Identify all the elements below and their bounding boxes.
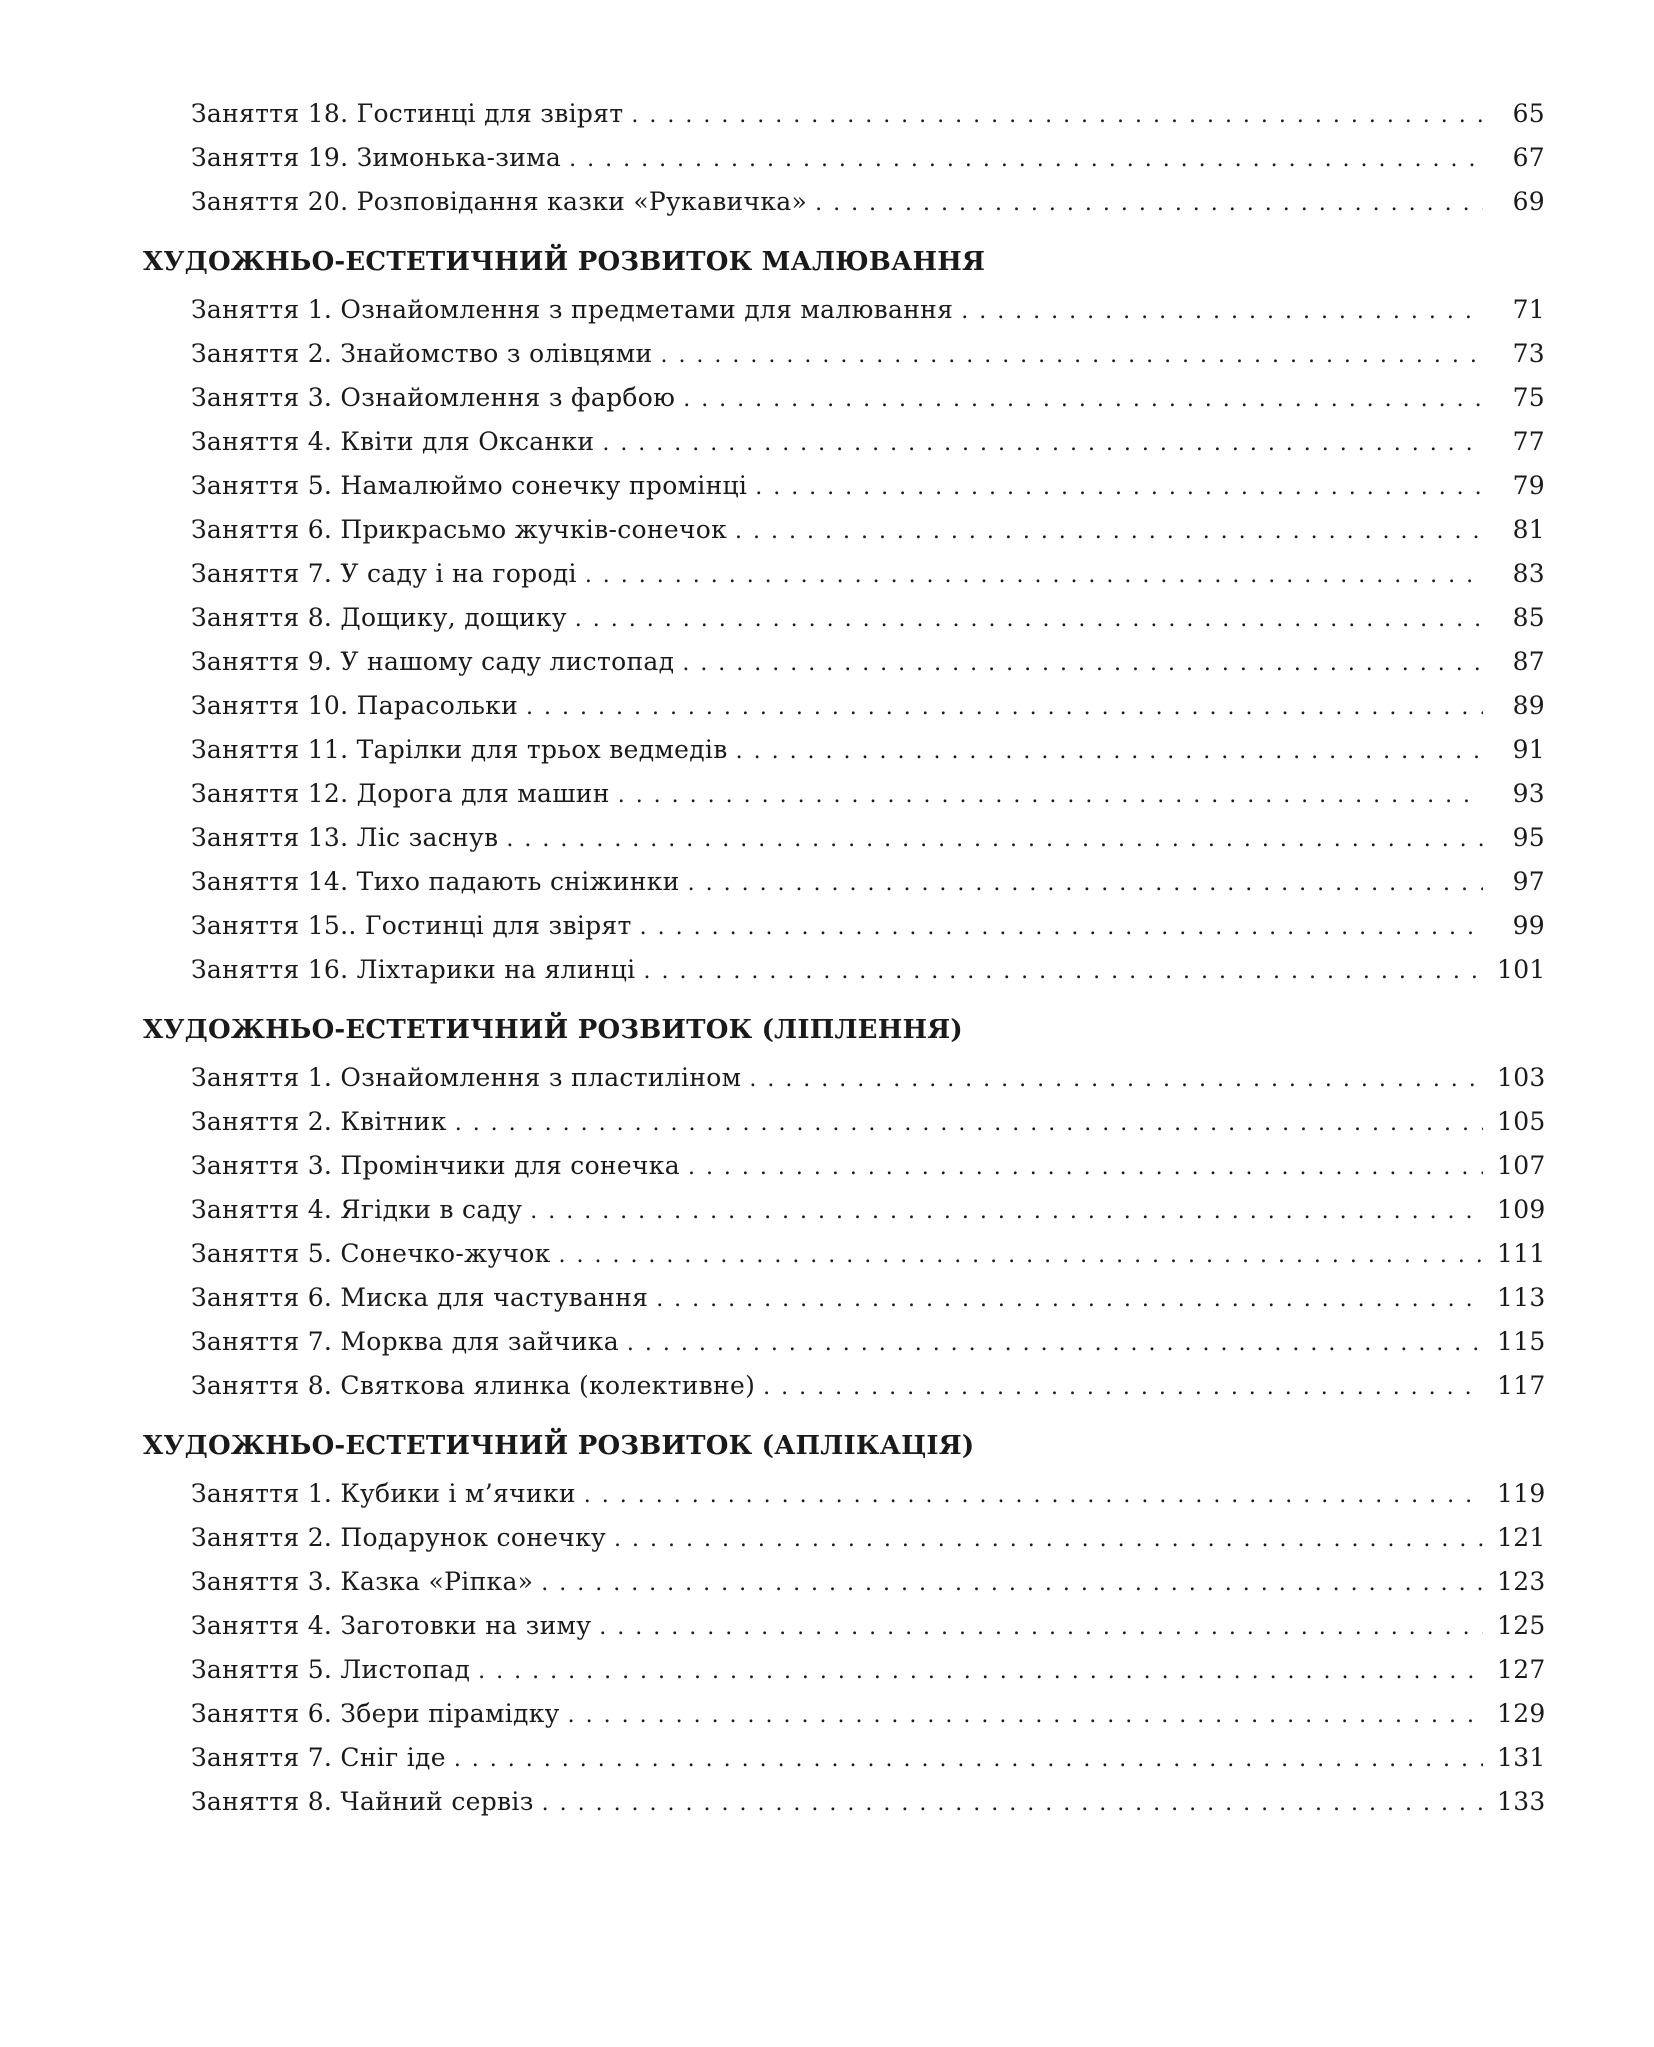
dot-leader — [763, 1366, 1483, 1410]
toc-entry — [143, 288, 1545, 332]
toc-entry — [143, 508, 1545, 552]
toc-entry-title: Заняття 12. Дорога для машин — [191, 779, 610, 808]
toc-entry — [143, 464, 1545, 508]
toc-page-number: 71 — [1512, 295, 1545, 324]
toc-page-number: 127 — [1497, 1655, 1546, 1684]
toc-page-number: 85 — [1512, 603, 1545, 632]
dot-leader — [602, 422, 1483, 466]
toc-entry — [143, 552, 1545, 596]
toc-entry-title: Заняття 13. Ліс заснув — [191, 823, 499, 852]
dot-leader — [683, 378, 1483, 422]
section-heading: ХУДОЖНЬО-ЕСТЕТИЧНИЙ РОЗВИТОК (ЛІПЛЕННЯ) — [143, 1015, 963, 1045]
dot-leader — [454, 1738, 1483, 1782]
toc-entry-title: Заняття 8. Дощику, дощику — [191, 603, 567, 632]
dot-leader — [735, 510, 1483, 554]
toc-entry-title: Заняття 6. Прикрасьмо жучків-сонечок — [191, 515, 728, 544]
dot-leader — [815, 182, 1483, 226]
toc-entry — [143, 772, 1545, 816]
dot-leader — [631, 94, 1483, 138]
toc-entry — [143, 1560, 1545, 1604]
toc-page-number: 103 — [1497, 1063, 1546, 1092]
toc-entry — [143, 948, 1545, 992]
toc-entry-title: Заняття 19. Зимонька-зима — [191, 143, 562, 172]
toc-entry — [143, 1736, 1545, 1780]
dot-leader — [585, 554, 1483, 598]
toc-page-number: 77 — [1512, 427, 1545, 456]
toc-entry — [143, 1516, 1545, 1560]
section-heading: ХУДОЖНЬО-ЕСТЕТИЧНИЙ РОЗВИТОК МАЛЮВАННЯ — [143, 247, 986, 277]
dot-leader — [640, 906, 1483, 950]
toc-entry-title: Заняття 2. Квітник — [191, 1107, 447, 1136]
dot-leader — [542, 1782, 1483, 1826]
toc-entry-title: Заняття 3. Промінчики для сонечка — [191, 1151, 680, 1180]
dot-leader — [961, 290, 1483, 334]
toc-entry-title: Заняття 1. Кубики і м’ячики — [191, 1479, 576, 1508]
toc-entry-title: Заняття 18. Гостинці для звірят — [191, 99, 624, 128]
toc-entry-title: Заняття 16. Ліхтарики на ялинці — [191, 955, 636, 984]
toc-page-number: 121 — [1497, 1523, 1546, 1552]
dot-leader — [599, 1606, 1483, 1650]
dot-leader — [736, 730, 1483, 774]
section-heading: ХУДОЖНЬО-ЕСТЕТИЧНИЙ РОЗВИТОК (АПЛІКАЦІЯ) — [143, 1431, 975, 1461]
toc-page-number: 115 — [1497, 1327, 1546, 1356]
toc-entry-title: Заняття 5. Листопад — [191, 1655, 471, 1684]
toc-entry-list — [143, 1472, 1545, 1824]
toc-entry-title: Заняття 9. У нашому саду листопад — [191, 647, 675, 676]
toc-entry — [143, 1100, 1545, 1144]
toc-entry-title: Заняття 11. Тарілки для трьох ведмедів — [191, 735, 728, 764]
toc-entry-title: Заняття 7. У саду і на городі — [191, 559, 577, 588]
dot-leader — [627, 1322, 1483, 1366]
toc-entry — [143, 332, 1545, 376]
toc-page-number: 109 — [1497, 1195, 1546, 1224]
toc-entry — [143, 1276, 1545, 1320]
toc-page-number: 99 — [1512, 911, 1545, 940]
toc-entry-title: Заняття 15.. Гостинці для звірят — [191, 911, 632, 940]
toc-page-number: 67 — [1512, 143, 1545, 172]
toc-section — [143, 1426, 1545, 1824]
toc-page-number: 91 — [1512, 735, 1545, 764]
toc-page-number: 105 — [1497, 1107, 1546, 1136]
toc-entry-title: Заняття 4. Квіти для Оксанки — [191, 427, 595, 456]
dot-leader — [755, 466, 1483, 510]
toc-entry-title: Заняття 3. Казка «Ріпка» — [191, 1567, 534, 1596]
toc-page-number: 119 — [1497, 1479, 1546, 1508]
toc-entry — [143, 1648, 1545, 1692]
toc-entry — [143, 684, 1545, 728]
toc-page-number: 69 — [1512, 187, 1545, 216]
toc-entry — [143, 904, 1545, 948]
toc-page-number: 125 — [1497, 1611, 1546, 1640]
toc-entry-title: Заняття 14. Тихо падають сніжинки — [191, 867, 680, 896]
toc-section — [143, 1010, 1545, 1408]
toc-entry — [143, 860, 1545, 904]
toc-entry — [143, 1604, 1545, 1648]
dot-leader — [614, 1518, 1483, 1562]
toc-entry-title: Заняття 4. Заготовки на зиму — [191, 1611, 592, 1640]
toc-entry-title: Заняття 2. Подарунок сонечку — [191, 1523, 607, 1552]
toc-entry-title: Заняття 20. Розповідання казки «Рукавичка» — [191, 187, 808, 216]
toc-entry — [143, 376, 1545, 420]
toc-entry — [143, 1144, 1545, 1188]
toc-entry-title: Заняття 6. Миска для частування — [191, 1283, 649, 1312]
toc-entry — [143, 1692, 1545, 1736]
dot-leader — [541, 1562, 1483, 1606]
toc-entry — [143, 180, 1545, 224]
toc-entry-title: Заняття 1. Ознайомлення з пластиліном — [191, 1063, 742, 1092]
toc-entry — [143, 1780, 1545, 1824]
dot-leader — [749, 1058, 1483, 1102]
toc-entry-title: Заняття 3. Ознайомлення з фарбою — [191, 383, 676, 412]
dot-leader — [530, 1190, 1483, 1234]
toc-entry — [143, 596, 1545, 640]
toc-entry — [143, 816, 1545, 860]
table-of-contents — [143, 92, 1545, 1824]
toc-entry-list — [143, 1056, 1545, 1408]
toc-entry-title: Заняття 6. Збери пірамідку — [191, 1699, 560, 1728]
toc-entry-title: Заняття 7. Сніг іде — [191, 1743, 446, 1772]
toc-page-number: 131 — [1497, 1743, 1546, 1772]
toc-section — [143, 242, 1545, 992]
toc-page-number: 117 — [1497, 1371, 1546, 1400]
toc-page-number: 123 — [1497, 1567, 1546, 1596]
toc-entry — [143, 1472, 1545, 1516]
toc-page-number: 93 — [1512, 779, 1545, 808]
toc-entry-title: Заняття 1. Ознайомлення з предметами для малювання — [191, 295, 954, 324]
toc-page-number: 101 — [1497, 955, 1546, 984]
dot-leader — [455, 1102, 1483, 1146]
toc-entry — [143, 92, 1545, 136]
dot-leader — [682, 642, 1483, 686]
dot-leader — [568, 1694, 1483, 1738]
toc-entry-title: Заняття 10. Парасольки — [191, 691, 519, 720]
toc-entry-title: Заняття 8. Чайний сервіз — [191, 1787, 534, 1816]
toc-page-number: 111 — [1497, 1239, 1546, 1268]
toc-entry-list — [143, 92, 1545, 224]
toc-page-number: 89 — [1512, 691, 1545, 720]
toc-page-number: 133 — [1497, 1787, 1546, 1816]
toc-entry — [143, 1056, 1545, 1100]
dot-leader — [688, 862, 1483, 906]
toc-entry — [143, 1232, 1545, 1276]
toc-entry — [143, 1320, 1545, 1364]
dot-leader — [506, 818, 1483, 862]
toc-page-number: 97 — [1512, 867, 1545, 896]
toc-entry — [143, 1364, 1545, 1408]
toc-page-number: 65 — [1512, 99, 1545, 128]
dot-leader — [559, 1234, 1484, 1278]
dot-leader — [656, 1278, 1483, 1322]
toc-entry-title: Заняття 2. Знайомство з олівцями — [191, 339, 653, 368]
toc-page-number: 75 — [1512, 383, 1545, 412]
toc-entry-title: Заняття 4. Ягідки в саду — [191, 1195, 523, 1224]
toc-page-number: 79 — [1512, 471, 1545, 500]
toc-page-number: 81 — [1512, 515, 1545, 544]
toc-page-number: 73 — [1512, 339, 1545, 368]
toc-entry — [143, 420, 1545, 464]
toc-page-number: 107 — [1497, 1151, 1546, 1180]
dot-leader — [688, 1146, 1483, 1190]
dot-leader — [660, 334, 1483, 378]
dot-leader — [526, 686, 1483, 730]
toc-entry — [143, 1188, 1545, 1232]
toc-entry — [143, 640, 1545, 684]
toc-entry-list — [143, 288, 1545, 992]
toc-entry-title: Заняття 5. Сонечко-жучок — [191, 1239, 551, 1268]
toc-entry — [143, 728, 1545, 772]
dot-leader — [569, 138, 1483, 182]
toc-entry-title: Заняття 8. Святкова ялинка (колективне) — [191, 1371, 756, 1400]
toc-section — [143, 92, 1545, 224]
toc-page-number: 87 — [1512, 647, 1545, 676]
dot-leader — [478, 1650, 1483, 1694]
toc-entry-title: Заняття 5. Намалюймо сонечку промінці — [191, 471, 748, 500]
toc-page-number: 129 — [1497, 1699, 1546, 1728]
dot-leader — [584, 1474, 1483, 1518]
toc-page-number: 95 — [1512, 823, 1545, 852]
dot-leader — [643, 950, 1483, 994]
dot-leader — [618, 774, 1483, 818]
dot-leader — [575, 598, 1483, 642]
toc-entry-title: Заняття 7. Морква для зайчика — [191, 1327, 619, 1356]
toc-entry — [143, 136, 1545, 180]
toc-page-number: 83 — [1512, 559, 1545, 588]
toc-page-number: 113 — [1497, 1283, 1546, 1312]
